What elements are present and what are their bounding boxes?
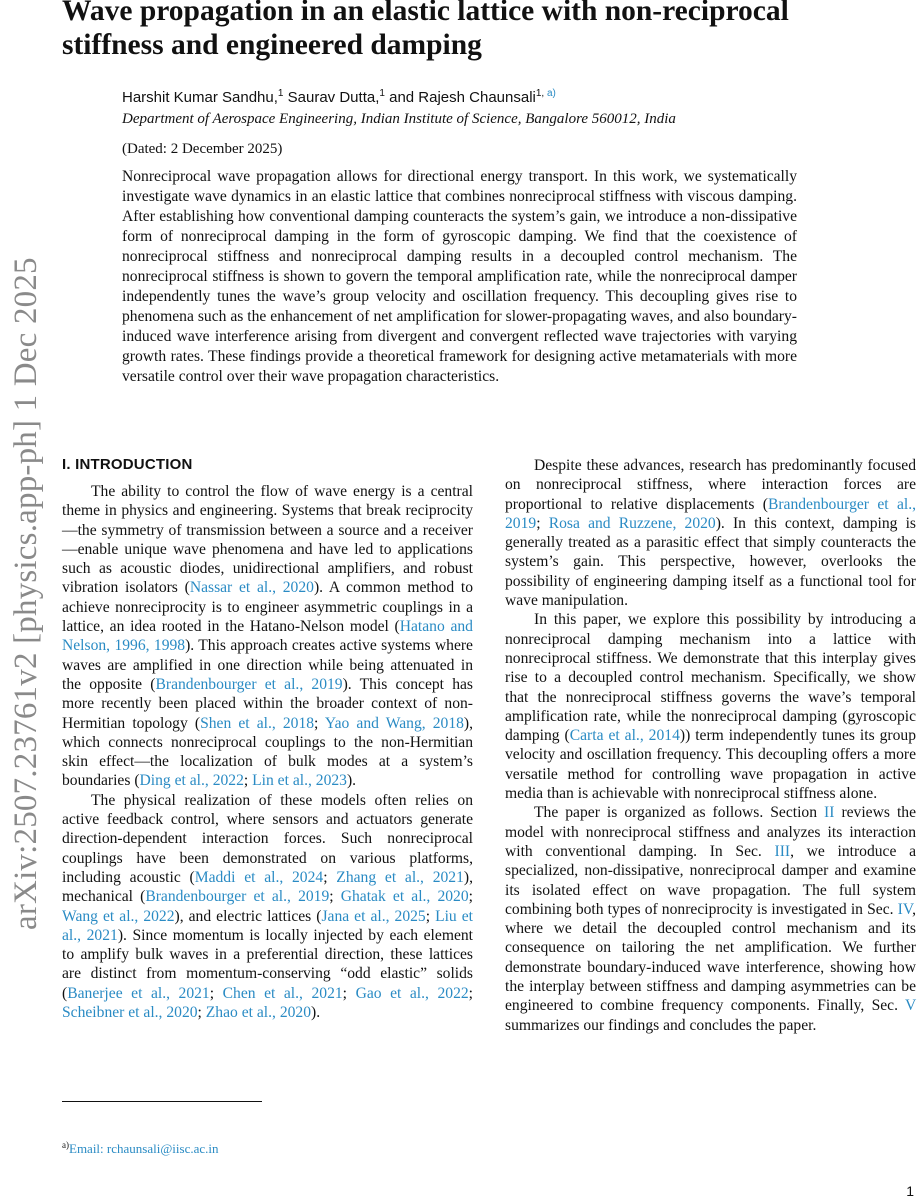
citation-link[interactable]: Jana et al., 2025 [321,907,426,925]
text: , where we detail the decoupled control mechanism and its consequence on tailoring the net amplification. We further demonstrate boundary-induced wave interference, showing how the interplay between stiffness and damping asymmetries can be engineered to combine frequency components. Finally, Sec. [505,900,916,1015]
text: )) term independently tunes its group velocity and oscillation frequency. This decoupling offers a more versatile method for controlling wave propagation in active media than is achievable with nonreciprocal stiffness alone. [505,727,916,803]
text: The physical realization of these models often relies on active feedback control, where sensors and actuators generate direction-dependent interaction forces. Such nonreciprocal couplings have been demonstrated on various platforms, including acoustic ( [62,791,473,886]
text: , we introduce a specialized, non-dissipative, nonreciprocal damper and examine its isolated effect on wave propagation. The full system combining both types of nonreciprocity is investigated in Sec. [505,842,916,918]
page-number: 1 [906,1183,914,1199]
affiliation-marker: 1 [277,88,284,99]
text: ; [425,907,436,925]
citation-link[interactable]: Scheibner et al., 2020 [62,1004,198,1022]
paragraph [62,482,473,791]
text: ), which connects nonreciprocal couplings to the non-Hermitian skin effect—the localization of bulk modes at a system’s boundaries ( [62,714,474,790]
text: ; [323,868,337,886]
text: The paper is organized as follows. Section [534,804,825,822]
citation-link[interactable]: Wang et al., 2022 [62,907,175,925]
text: ; [468,888,473,906]
citation-link[interactable]: Gao et al., 2022 [355,984,469,1002]
text: ). Since momentum is locally injected by each element to amplify bulk waves in a preferential direction, these lattices are distinct from momentum-conserving “odd elastic” solids ( [62,926,473,1002]
section-link[interactable]: IV [897,900,913,918]
paragraph [62,791,473,1023]
text: ; [243,772,253,790]
footnote-divider [62,1101,262,1102]
email-link[interactable]: Email: rchaunsali@iisc.ac.in [69,1141,219,1156]
author-name: and Rajesh Chaunsali [384,89,536,106]
text: ; [329,888,341,906]
author-name: Harshit Kumar Sandhu, [122,89,278,106]
affiliation-marker: 1, [535,88,545,99]
citation-link[interactable]: Nassar et al., 2020 [189,579,314,597]
text: ; [536,514,549,532]
footnote-link[interactable]: a) [544,88,556,99]
text: ). [346,772,357,790]
text: In this paper, we explore this possibility by introducing a nonreciprocal damping mechanism into a lattice with nonreciprocal stiffness. We demonstrate that this interplay gives rise to a decoupled control mechanism. Specifically, we show that the nonreciprocal stiffness governs the wave’s temporal amplification rate, while the nonreciprocal damping (gyroscopic damping ( [505,611,916,745]
text: ; [314,714,325,732]
section-heading: I. INTRODUCTION [62,456,193,473]
citation-link[interactable]: Zhang et al., 2021 [336,868,464,886]
text: Despite these advances, research has predominantly focused on nonreciprocal stiffness, where interaction forces are proportional to relative displacements ( [505,457,916,513]
citation-link[interactable]: Hatano and Nelson, 1996, 1998 [62,618,473,655]
citation-link[interactable]: Ding et al., 2022 [139,772,244,790]
citation-link[interactable]: Ghatak et al., 2020 [340,888,469,906]
section-link[interactable]: V [905,997,916,1015]
text: ). In this context, damping is generally treated as a parasitic effect that simply counteracts the system’s gain. This perspective, however, overlooks the possibility of engineering damping itself as a functional tool for wave manipulation. [505,514,916,610]
footnote-marker: a) [62,1140,69,1150]
citation-link[interactable]: Zhao et al., 2020 [205,1004,312,1022]
text: The ability to control the flow of wave energy is a central theme in physics and engineering. Systems that break reciprocity—the symmetry of transmission between a source and a receiver—enable unique wave phenomena and have led to applications such as acoustic diodes, unidirectional amplifiers, and robust vibration isolators ( [62,483,473,597]
citation-link[interactable]: Brandenbourger et al., 2019 [155,675,343,693]
arxiv-identifier-stamp: arXiv:2507.23761v2 [physics.app-ph] 1 Dec 2025 [8,257,44,930]
right-column [505,456,916,1035]
text: ; [468,984,474,1002]
citation-link[interactable]: Maddi et al., 2024 [194,868,324,886]
text: ; [209,984,223,1002]
text: ), and electric lattices ( [174,907,322,925]
paragraph [505,803,916,1035]
citation-link[interactable]: Carta et al., 2014 [569,727,680,745]
date-line: (Dated: 2 December 2025) [122,141,283,157]
text: summarizes our findings and concludes the paper. [505,1016,817,1034]
footnote [62,1140,219,1157]
affiliation: Department of Aerospace Engineering, Indian Institute of Science, Bangalore 560012, India [122,111,676,127]
citation-link[interactable]: Banerjee et al., 2021 [67,984,210,1002]
abstract: Nonreciprocal wave propagation allows for directional energy transport. In this work, we systematically investigate wave dynamics in an elastic lattice that combines nonreciprocal stiffness with viscous damping. After establishing how conventional damping counteracts the system’s gain, we introduce a non-dissipative form of nonreciprocal damping in the form of gyroscopic damping. We find that the coexistence of nonreciprocal stiffness and nonreciprocal damping results in a decoupled control mechanism. The nonreciprocal stiffness is shown to govern the temporal amplification rate, while the nonreciprocal damper independently tunes the wave’s group velocity and oscillation frequency. This decoupling gives rise to phenomena such as the enhancement of net amplification for slower-propagating waves, and also boundary-induced wave interference arising from divergent and convergent reflected wave trajectories with varying growth rates. These findings provide a theoretical framework for designing active metamaterials with more versatile control over their wave propagation characteristics. [122,168,797,385]
left-column [62,456,473,1022]
text: ). [311,1004,321,1022]
citation-link[interactable]: Liu et al., 2021 [62,907,474,944]
text: reviews the model with nonreciprocal stiffness and analyzes its interaction with conventional damping. In Sec. [505,804,916,860]
section-link[interactable]: III [774,842,791,860]
section-link[interactable]: II [824,804,835,822]
citation-link[interactable]: Brandenbourger et al., 2019 [505,495,916,532]
citation-link[interactable]: Shen et al., 2018 [200,714,315,732]
paragraph [505,456,916,610]
text: ). A common method to achieve nonreciprocity is to engineer asymmetric couplings in a lattice, an idea rooted in the Hatano-Nelson model ( [62,579,473,636]
citation-link[interactable]: Yao and Wang, 2018 [324,714,464,732]
text: ; [342,984,356,1002]
citation-link[interactable]: Brandenbourger et al., 2019 [145,888,330,906]
affiliation-marker: 1 [379,88,385,99]
paper-title: Wave propagation in an elastic lattice with non-reciprocal stiffness and engineered damping [62,0,789,61]
text: ; [197,1004,206,1022]
citation-link[interactable]: Lin et al., 2023 [252,772,347,790]
citation-link[interactable]: Chen et al., 2021 [222,984,343,1002]
text: ). This approach creates active systems where waves are amplified in one direction while being attenuated in the opposite ( [62,637,473,693]
paragraph [505,610,916,803]
text: ), mechanical ( [62,868,473,906]
author-list [122,88,556,106]
citation-link[interactable]: Rosa and Ruzzene, 2020 [548,514,716,532]
author-name: Saurav Dutta, [283,89,380,106]
text: ). This concept has more recently been placed within the broader context of non-Hermitian topology ( [62,675,473,732]
